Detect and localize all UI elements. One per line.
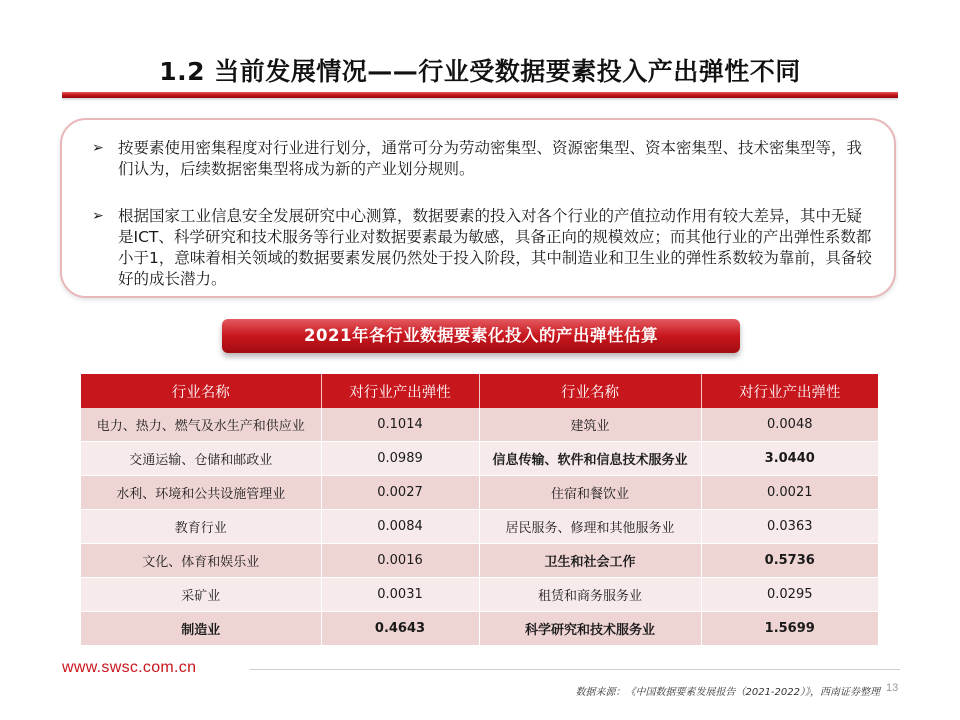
footer-divider — [250, 669, 900, 670]
industry-cell: 住宿和餐饮业 — [479, 476, 701, 510]
elasticity-cell: 0.0027 — [321, 476, 479, 510]
elasticity-cell: 0.0363 — [701, 510, 878, 544]
industry-cell: 科学研究和技术服务业 — [479, 612, 701, 646]
industry-cell: 教育行业 — [81, 510, 321, 544]
elasticity-cell: 0.0031 — [321, 578, 479, 612]
table-row — [81, 408, 878, 442]
header-output-elasticity: 对行业产出弹性 — [701, 374, 878, 408]
data-source-note: 数据来源：《中国数据要素发展报告（2021-2022）》，西南证券整理 — [575, 687, 880, 698]
title-underline-shadow — [62, 98, 898, 101]
table-row — [81, 544, 878, 578]
header-industry-name: 行业名称 — [81, 374, 321, 408]
elasticity-cell: 0.0295 — [701, 578, 878, 612]
page-number: 13 — [886, 682, 899, 694]
intro-bullet — [92, 138, 876, 180]
website-url: www.swsc.com.cn — [62, 659, 197, 676]
elasticity-cell: 0.0021 — [701, 476, 878, 510]
table-row — [81, 612, 878, 646]
header-industry-name: 行业名称 — [479, 374, 701, 408]
elasticity-cell: 0.0084 — [321, 510, 479, 544]
industry-cell: 电力、热力、燃气及水生产和供应业 — [81, 408, 321, 442]
elasticity-cell: 0.0048 — [701, 408, 878, 442]
table-row — [81, 442, 878, 476]
intro-bullet-text: 按要素使用密集程度对行业进行划分，通常可分为劳动密集型、资源密集型、资本密集型、技术密集型等，我们认为，后续数据密集型将成为新的产业划分规则。 — [118, 139, 863, 178]
elasticity-table — [81, 374, 878, 646]
elasticity-cell: 3.0440 — [701, 442, 878, 476]
industry-cell: 租赁和商务服务业 — [479, 578, 701, 612]
arrow-bullet-icon: ➢ — [92, 208, 104, 224]
table-row — [81, 510, 878, 544]
table-row — [81, 476, 878, 510]
industry-cell: 采矿业 — [81, 578, 321, 612]
table-title: 2021年各行业数据要素化投入的产出弹性估算 — [222, 319, 740, 353]
arrow-bullet-icon: ➢ — [92, 140, 104, 156]
table-row — [81, 578, 878, 612]
intro-bullet — [92, 206, 876, 290]
elasticity-cell: 0.5736 — [701, 544, 878, 578]
industry-cell: 交通运输、仓储和邮政业 — [81, 442, 321, 476]
industry-cell: 文化、体育和娱乐业 — [81, 544, 321, 578]
elasticity-cell: 0.0989 — [321, 442, 479, 476]
industry-cell: 建筑业 — [479, 408, 701, 442]
industry-cell: 卫生和社会工作 — [479, 544, 701, 578]
industry-cell: 水利、环境和公共设施管理业 — [81, 476, 321, 510]
elasticity-cell: 0.1014 — [321, 408, 479, 442]
page-title: 1.2 当前发展情况——行业受数据要素投入产出弹性不同 — [159, 57, 801, 86]
industry-cell: 居民服务、修理和其他服务业 — [479, 510, 701, 544]
table-header-row — [81, 374, 878, 408]
intro-bullet-text: 根据国家工业信息安全发展研究中心测算，数据要素的投入对各个行业的产值拉动作用有较大差异，其中无疑是ICT、科学研究和技术服务等行业对数据要素最为敏感，具备正向的规模效应；而其他行业的产出弹性系数都小于1，意味着相关领域的数据要素发展仍然处于投入阶段，其中制造业和卫生业的弹性系数较为靠前，具备较好的成长潜力。 — [118, 207, 872, 288]
industry-cell: 信息传输、软件和信息技术服务业 — [479, 442, 701, 476]
header-output-elasticity: 对行业产出弹性 — [321, 374, 479, 408]
industry-cell: 制造业 — [81, 612, 321, 646]
intro-box — [60, 118, 896, 298]
elasticity-cell: 1.5699 — [701, 612, 878, 646]
elasticity-cell: 0.0016 — [321, 544, 479, 578]
elasticity-cell: 0.4643 — [321, 612, 479, 646]
